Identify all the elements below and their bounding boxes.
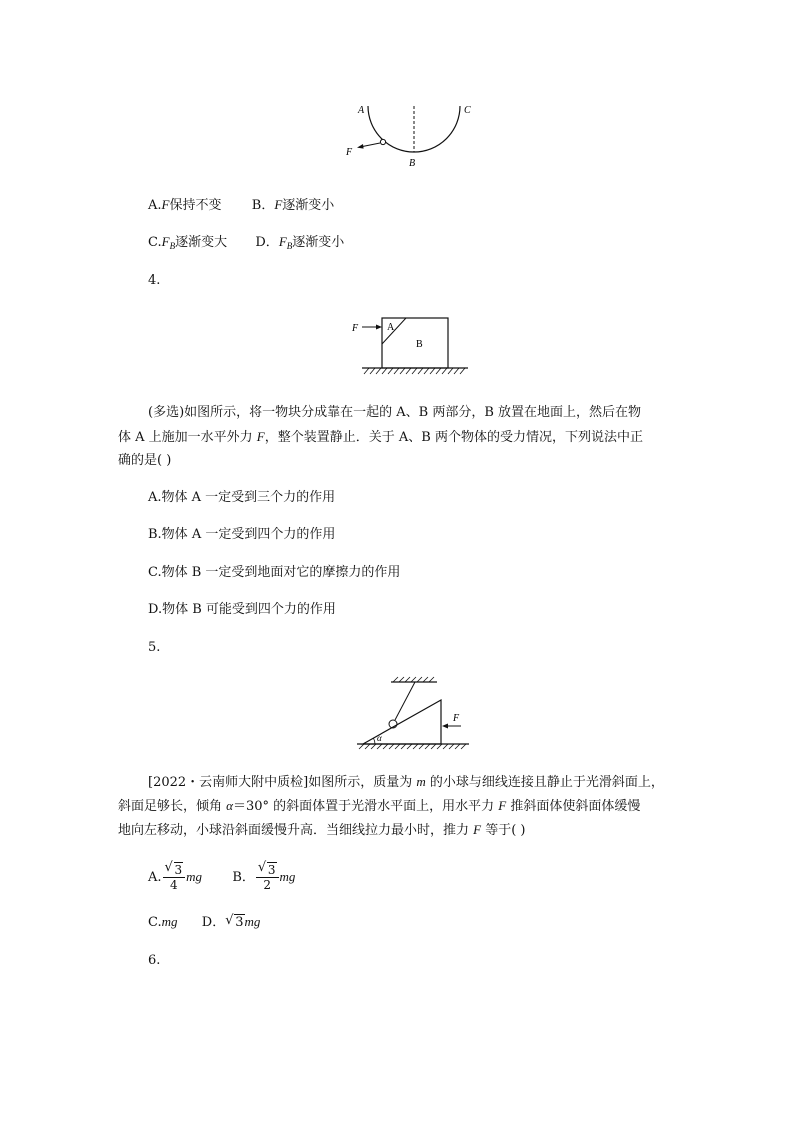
option-d-letter: D． [255, 235, 279, 250]
q4-stem-line-3: 确的是( ) [118, 453, 172, 468]
ground-hatching [364, 368, 465, 374]
q4-number: 4. [148, 273, 161, 288]
q4-option-b: B.物体 A 一定受到四个力的作用 [148, 527, 336, 542]
option-a-fraction: √ 3 4 [163, 863, 186, 892]
q5-incline-figure [355, 676, 473, 750]
ground-hatching [359, 744, 466, 749]
option-a-letter: A. [148, 198, 162, 213]
push-force-arrowhead [442, 724, 448, 729]
q5-stem-line-3: 地向左移动，小球沿斜面缓慢升高．当细线拉力最小时，推力 F 等于( ) [118, 822, 526, 838]
option-d-sqrt: √ 3 [225, 913, 244, 930]
label-c: C [464, 105, 471, 116]
q5-options-row-1: A. √ 3 4 mg B． √ 3 2 mg [148, 860, 296, 892]
option-b-letter: B． [232, 870, 255, 885]
angle-arc [374, 738, 376, 744]
q5-options-row-2: C.mg D． √ 3mg [148, 913, 261, 930]
option-c-letter: C. [148, 915, 162, 930]
option-b-fraction: √ 3 2 [256, 863, 279, 892]
q4-option-c: C.物体 B 一定受到地面对它的摩擦力的作用 [148, 565, 401, 580]
q3-semicircle-figure [340, 100, 490, 170]
label-alpha: α [377, 733, 382, 743]
q5-number: 5. [148, 640, 161, 655]
option-d-letter: D． [201, 915, 226, 930]
q5-stem-line-1: [2022・云南师大附中质检]如图所示，质量为 m 的小球与细线连接且静止于光滑斜面上， [148, 774, 664, 790]
option-c-letter: C. [148, 235, 162, 250]
label-f: F [346, 147, 353, 158]
label-b: B [409, 158, 416, 169]
force-arrowhead [376, 325, 382, 330]
label-a: A [387, 322, 395, 333]
force-arrowhead [357, 144, 364, 149]
q4-blocks-figure [350, 314, 472, 378]
ring-on-track [380, 139, 385, 144]
q5-stem-line-2: 斜面足够长，倾角 α＝30° 的斜面体置于光滑水平面上，用水平力 F 推斜面体使斜面体缓慢 [118, 798, 641, 814]
label-f: F [352, 323, 359, 334]
q4-stem-line-1: (多选)如图所示，将一物块分成靠在一起的 A、B 两部分，B 放置在地面上，然后在物 [148, 405, 642, 420]
ceiling-hatching [393, 677, 434, 682]
option-a-letter: A. [148, 870, 162, 885]
string-line [395, 682, 415, 720]
q4-stem-line-2: 体 A 上施加一水平外力 F，整个装置静止．关于 A、B 两个物体的受力情况，下列说法中正 [118, 429, 643, 445]
q6-number: 6. [148, 953, 161, 968]
option-b-letter: B． [251, 198, 275, 213]
q3-options-row-1: A.F保持不变 B．F逐渐变小 [148, 197, 335, 213]
q3-options-row-2: $C.F_B$逐渐变大 D．$F_B$逐渐变小 [148, 234, 345, 251]
label-a: A [358, 105, 365, 116]
q4-option-a: A.物体 A 一定受到三个力的作用 [148, 490, 336, 505]
q4-option-d: D.物体 B 可能受到四个力的作用 [148, 602, 336, 617]
label-b: B [416, 339, 423, 350]
label-f: F [453, 713, 460, 724]
